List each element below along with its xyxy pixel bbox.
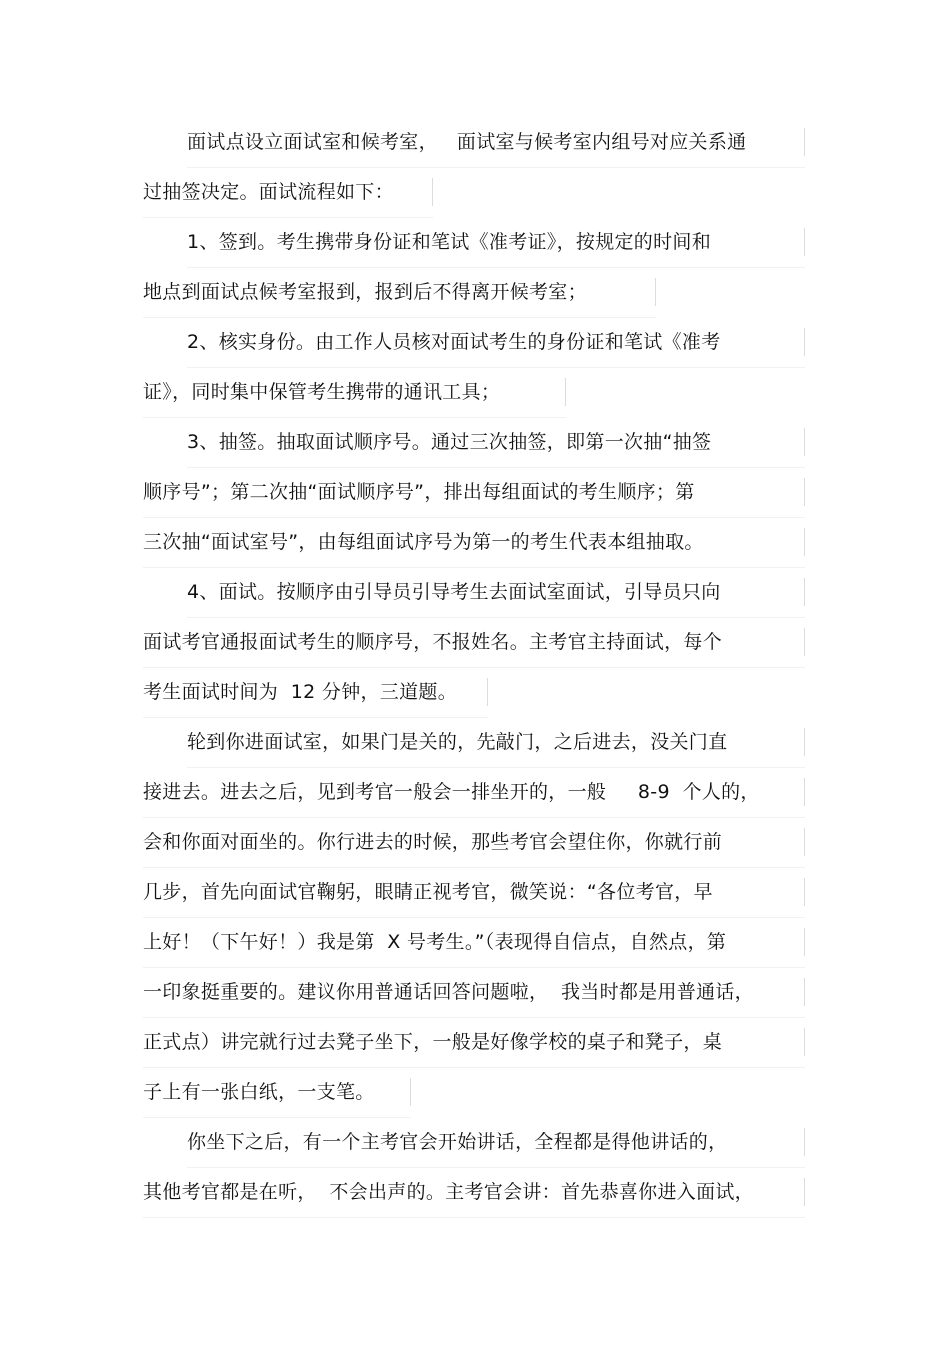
text-line-7: 3、抽签。抽取面试顺序号。通过三次抽签，即第一次抽“抽签 [187, 417, 805, 468]
text-line-17: 上好！（下午好！）我是第 X 号考生。”（表现得自信点，自然点，第 [143, 917, 805, 968]
text-line-19: 正式点）讲完就行过去凳子坐下，一般是好像学校的桌子和凳子，桌 [143, 1017, 805, 1068]
text-line-1: 面试点设立面试室和候考室， 面试室与候考室内组号对应关系通 [187, 117, 805, 168]
text-line-12: 考生面试时间为 12 分钟，三道题。 [143, 667, 488, 718]
text-line-22: 其他考官都是在听， 不会出声的。主考官会讲：首先恭喜你进入面试， [143, 1167, 805, 1218]
text-line-21: 你坐下之后，有一个主考官会开始讲话，全程都是得他讲话的， [187, 1117, 805, 1168]
text-line-18: 一印象挺重要的。建议你用普通话回答问题啦， 我当时都是用普通话， [143, 967, 805, 1018]
text-line-13: 轮到你进面试室，如果门是关的，先敲门，之后进去，没关门直 [187, 717, 805, 768]
text-line-10: 4、面试。按顺序由引导员引导考生去面试室面试，引导员只向 [187, 567, 805, 618]
text-line-5: 2、核实身份。由工作人员核对面试考生的身份证和笔试《准考 [187, 317, 805, 368]
text-line-11: 面试考官通报面试考生的顺序号，不报姓名。主考官主持面试，每个 [143, 617, 805, 668]
text-line-2: 过抽签决定。面试流程如下： [143, 167, 433, 218]
text-line-15: 会和你面对面坐的。你行进去的时候，那些考官会望住你，你就行前 [143, 817, 805, 868]
text-line-8: 顺序号”；第二次抽“面试顺序号”，排出每组面试的考生顺序；第 [143, 467, 805, 518]
text-line-6: 证》，同时集中保管考生携带的通讯工具； [143, 367, 566, 418]
text-line-14: 接进去。进去之后，见到考官一般会一排坐开的，一般 8-9 个人的， [143, 767, 805, 818]
text-line-3: 1、签到。考生携带身份证和笔试《准考证》，按规定的时间和 [187, 217, 805, 268]
text-line-20: 子上有一张白纸，一支笔。 [143, 1067, 411, 1118]
text-line-16: 几步，首先向面试官鞠躬，眼睛正视考官，微笑说：“各位考官，早 [143, 867, 805, 918]
text-line-4: 地点到面试点候考室报到，报到后不得离开候考室； [143, 267, 656, 318]
text-line-9: 三次抽“面试室号”，由每组面试序号为第一的考生代表本组抽取。 [143, 517, 805, 568]
